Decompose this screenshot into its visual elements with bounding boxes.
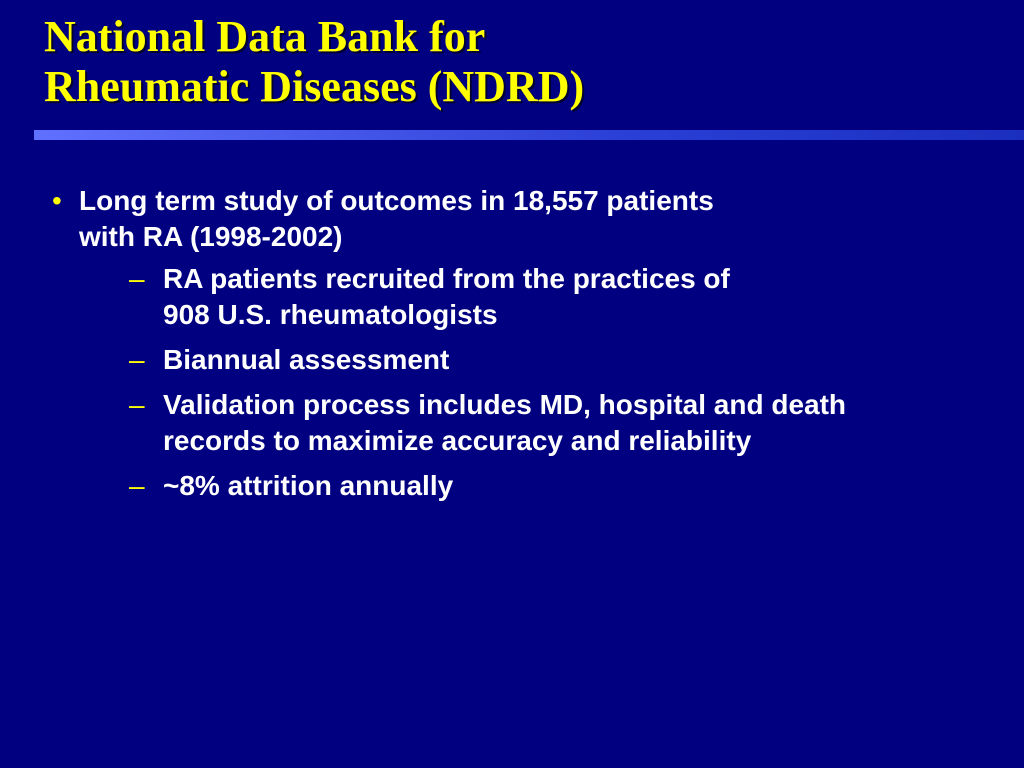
bullet-item [52, 183, 1012, 504]
title-underline-bar [34, 130, 1024, 140]
sub-bullet-text-line: ~8% attrition annually [163, 470, 454, 501]
sub-bullet-list [79, 261, 1012, 504]
dash-icon: – [129, 263, 145, 294]
sub-bullet-item [79, 468, 1012, 504]
sub-bullet-item [79, 261, 1012, 333]
slide-body [52, 183, 1012, 513]
dash-icon: – [129, 344, 145, 375]
slide-title-line-1: National Data Bank for [44, 12, 486, 61]
sub-bullet-text-line: records to maximize accuracy and reliability [163, 425, 752, 456]
slide-title [44, 12, 584, 112]
title-underline-rule [34, 130, 1024, 140]
bullet-text-line-2: with RA (1998-2002) [79, 221, 343, 252]
bullet-text-line-1: Long term study of outcomes in 18,557 patients [79, 185, 714, 216]
sub-bullet-text-line: Biannual assessment [163, 344, 450, 375]
dash-icon: – [129, 470, 145, 501]
sub-bullet-item [79, 387, 1012, 459]
sub-bullet-text-line: 908 U.S. rheumatologists [163, 299, 498, 330]
sub-bullet-item [79, 342, 1012, 378]
sub-bullet-text-line: Validation process includes MD, hospital and death [163, 389, 847, 420]
bullet-dot-icon: • [52, 185, 62, 216]
slide-title-line-2: Rheumatic Diseases (NDRD) [44, 62, 585, 111]
dash-icon: – [129, 389, 145, 420]
sub-bullet-text-line: RA patients recruited from the practices of [163, 263, 730, 294]
